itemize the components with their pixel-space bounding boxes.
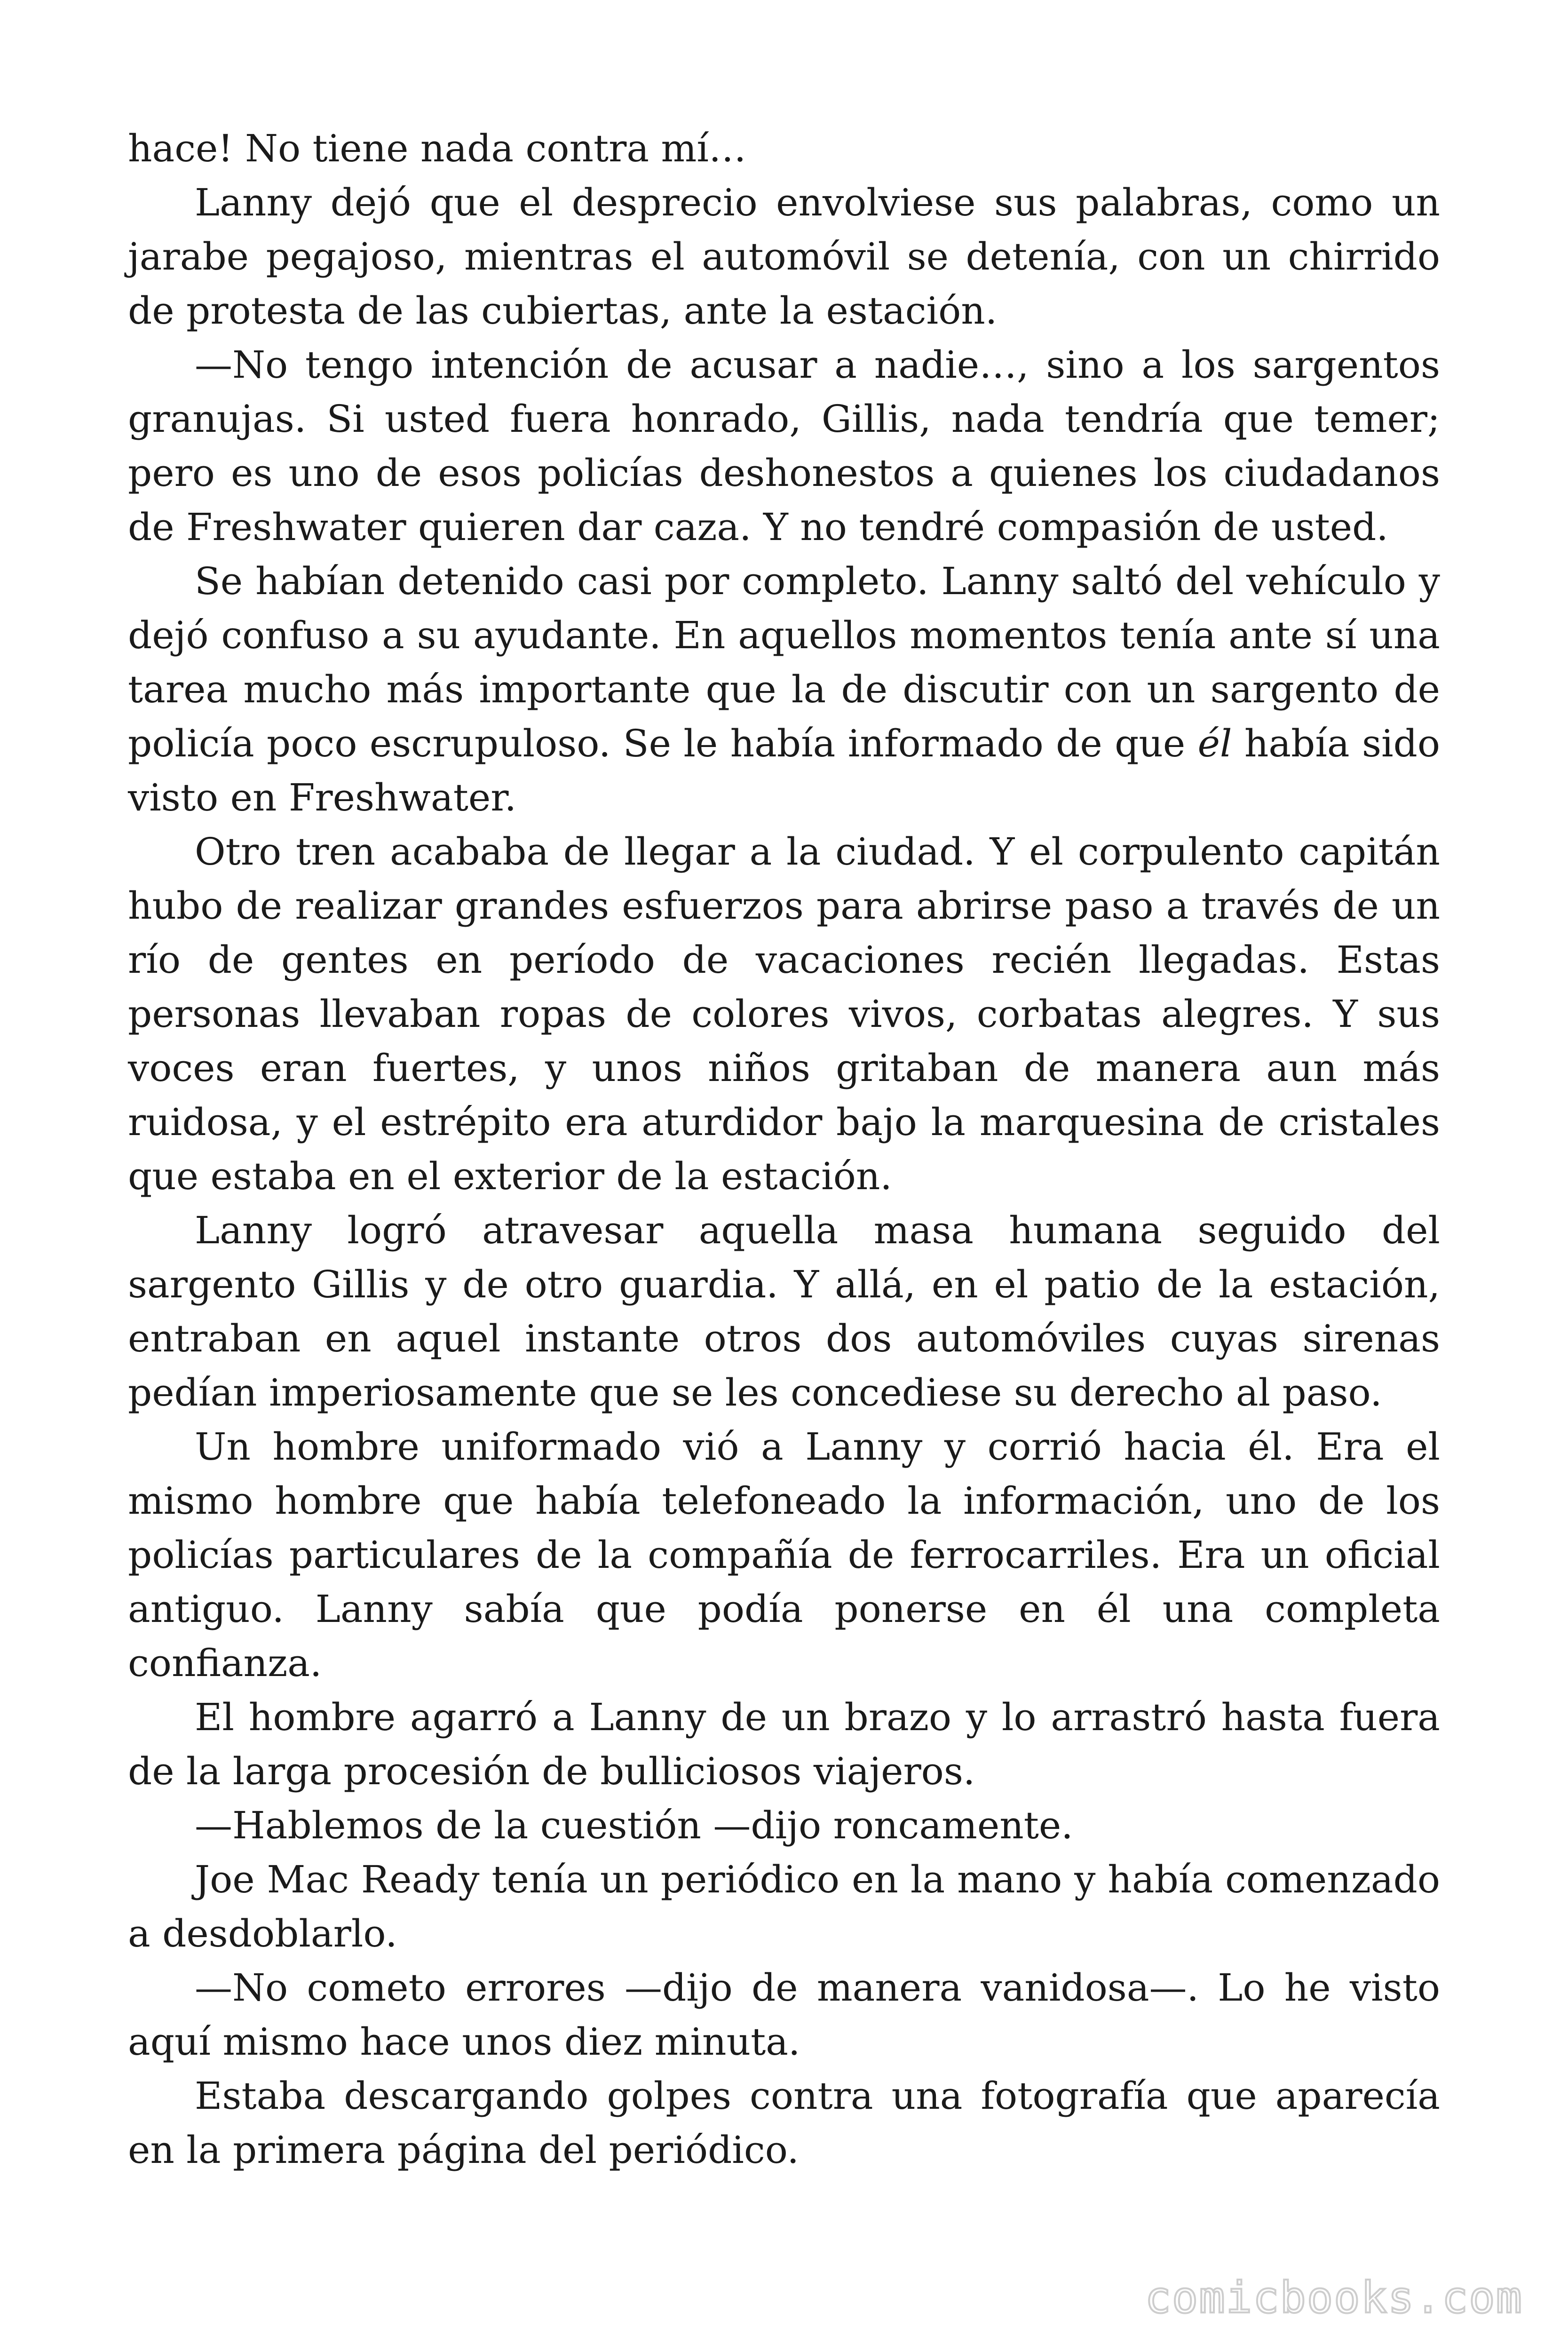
paragraph: El hombre agarró a Lanny de un brazo y lo arrastró hasta fuera de la larga procesión de bulliciosos viajeros. (128, 1695, 1440, 1793)
emphasis: él (1197, 722, 1232, 765)
paragraph: —No tengo intención de acusar a nadie…, sino a los sargentos granujas. Si usted fuera honrado, Gillis, nada tendría que temer; pero es uno de esos policías deshonestos a quienes los ciudadanos de Freshwater quieren dar caza. Y no tendré compasión de usted. (128, 343, 1440, 549)
paragraph: —Hablemos de la cuestión —dijo roncamente. (195, 1804, 1073, 1847)
paragraph-text: había sido visto en Freshwater. (128, 722, 1441, 819)
paragraph-text: Se habían detenido casi por completo. Lanny saltó del vehículo y dejó confuso a su ayudante. En aquellos momentos tenía ante sí una tarea mucho más importante que la de discutir con un sargento de policía poco escrupuloso. Se le había informado de que (128, 559, 1440, 765)
paragraph: hace! No tiene nada contra mí… (128, 127, 746, 170)
paragraph: Lanny dejó que el desprecio envolviese sus palabras, como un jarabe pegajoso, mientras el automóvil se detenía, con un chirrido de protesta de las cubiertas, ante la estación. (128, 181, 1440, 333)
watermark: comicbooks.com (1145, 2273, 1523, 2323)
paragraph: Joe Mac Ready tenía un periódico en la mano y había comenzado a desdoblarlo. (128, 1858, 1440, 1955)
paragraph: Un hombre uniformado vió a Lanny y corrió hacia él. Era el mismo hombre que había telefoneado la información, uno de los policías particulares de la compañía de ferrocarriles. Era un oficial antiguo. Lanny sabía que podía ponerse en él una completa confianza. (128, 1425, 1440, 1685)
paragraph: Otro tren acababa de llegar a la ciudad. Y el corpulento capitán hubo de realizar grandes esfuerzos para abrirse paso a través de un río de gentes en período de vacaciones recién llegadas. Estas personas llevaban ropas de colores vivos, corbatas alegres. Y sus voces eran fuertes, y unos niños gritaban de manera aun más ruidosa, y el estrépito era aturdidor bajo la marquesina de cristales que estaba en el exterior de la estación. (128, 830, 1440, 1198)
paragraph (128, 554, 1440, 825)
paragraph: —No cometo errores —dijo de manera vanidosa—. Lo he visto aquí mismo hace unos diez minuta. (128, 1966, 1440, 2064)
paragraph: Estaba descargando golpes contra una fotografía que aparecía en la primera página del periódico. (128, 2074, 1440, 2172)
paragraph: Lanny logró atravesar aquella masa humana seguido del sargento Gillis y de otro guardia. Y allá, en el patio de la estación, entraban en aquel instante otros dos automóviles cuyas sirenas pedían imperiosamente que se les concediese su derecho al paso. (128, 1208, 1440, 1414)
page-body (128, 121, 1440, 2177)
